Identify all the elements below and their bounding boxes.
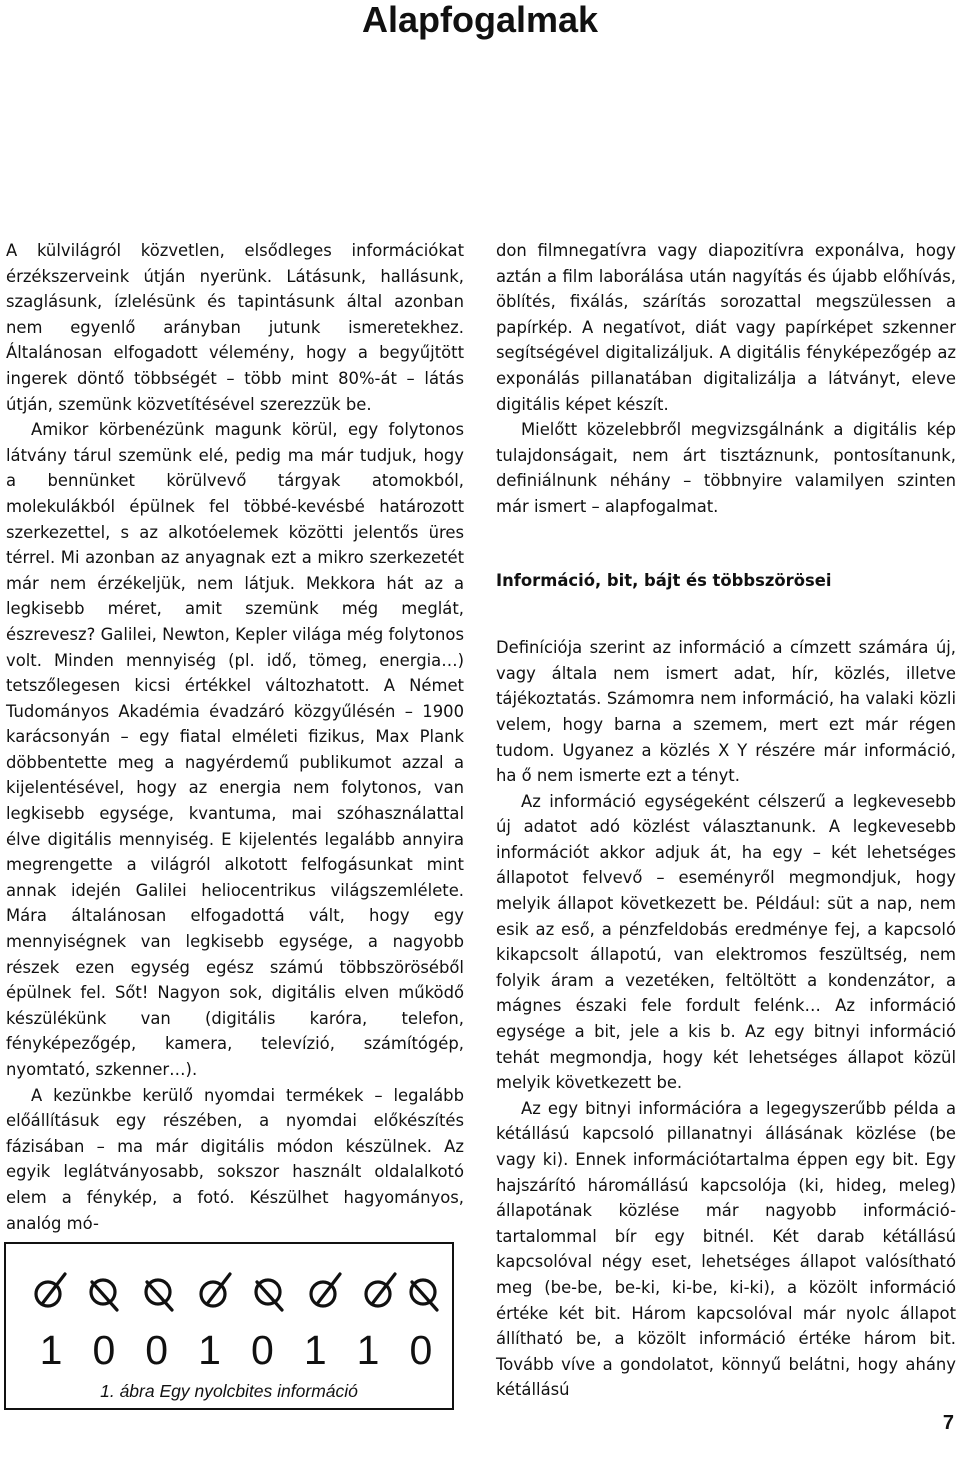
bit-digit: 0 (250, 1327, 274, 1373)
switch-off-icon (91, 1280, 117, 1310)
switch-icons (31, 1270, 441, 1318)
figure-eight-bit (4, 1242, 454, 1410)
switch-off-icon (256, 1280, 282, 1310)
switch-on-icon (36, 1274, 65, 1306)
switch-on-icon (201, 1274, 230, 1306)
bit-digit: 1 (198, 1327, 221, 1373)
section-heading: Információ, bit, bájt és többszörösei (496, 570, 832, 590)
switch-off-icon (411, 1280, 437, 1310)
bit-digit: 0 (92, 1327, 116, 1373)
right-column (496, 238, 956, 1403)
bit-digit: 1 (39, 1327, 63, 1373)
figure-caption: 1. ábra Egy nyolcbites információ (100, 1381, 358, 1401)
bit-digit: 0 (145, 1327, 169, 1373)
paragraph: don filmnegatívra vagy diapozitívra exponálva, hogy aztán a film laborálása után nagyítás és újabb előhívás, öblítés, fixálás, szárítás sorozattal megszülessen a papírkép. A negatívot, diát vagy papírképet szkenner segítségével digitalizáljuk. A digitális fényképezőgép az exponálás pillanatában digitalizálja a látványt, eleve digitális képet készít. (496, 241, 956, 414)
paragraph: Definíciója szerint az információ a címzett számára új, vagy általa nem ismert adat, hír, közlés, illetve tájékoztatás. Számomra nem információ, ha valaki közli velem, hogy barna a szemem, mert ezt már régen tudom. Ugyanez a közlés X Y részére már információ, ha ő nem ismerte ezt a tényt. (496, 638, 956, 786)
switch-on-icon (311, 1274, 340, 1306)
paragraph: A kezünkbe kerülő nyomdai termékek – legalább előállításuk egy részében, a nyomdai előkészítés fázisában – ma már digitális módon készülnek. Az egyik leglátványosabb, sokszor használt oldalalkotó elem a fénykép, a fotó. Készülhet hagyományos, analóg mó- (6, 1085, 464, 1233)
bit-digit: 1 (356, 1327, 380, 1373)
switch-off-icon (146, 1280, 172, 1310)
paragraph: Amikor körbenézünk magunk körül, egy folytonos látvány tárul szemünk elé, pedig ma már tudjuk, hogy a bennünket körülvevő tárgyak atomokból, molekulákból épülnek fel többé-kevésbé határozott szerkezettel, s az alkotóelemek közötti jelentős üres térrel. Mi azonban az anyagnak ezt a mikro szerkezetét már nem érzékeljük, nem látjuk. Mekkora hát az a legkisebb méret, amit szemünk még meglát, észrevesz? Galilei, Newton, Kepler világa még folytonos volt. Minden mennyiség (pl. idő, tömeg, energia…) tetszőlegesen kicsi értékkel változhatott. A Német Tudományos Akadémia évadzáró közgyűlésén – 1900 karácsonyán – egy fiatal elméleti fizikus, Max Plank döbbentette meg a nagyérdemű publikumot azzal a kijelentésével, hogy az energia nem folytonos, van legkisebb egysége, kvantuma, mai szóhasználattal élve digitális mennyiség. E kijelentés legalább annyira megrengette a világról alkotott felfogásunkat mint annak idején Galilei heliocentrikus világszemlélete. Mára általánosan elfogadottá vált, hogy egy mennyiségnek van legkisebb egysége, a nagyobb részek ezen egység egész számú többszöröséből épülnek fel. Sőt! Nagyon sok, digitális elven működő készülékünk van (digitális karóra, telefon, fényképezőgép, kamera, televízió, számítógép, nyomtató, szkenner…). (6, 420, 464, 1079)
left-column (6, 238, 464, 1236)
bit-digit: 1 (303, 1327, 327, 1373)
bit-row (26, 1328, 446, 1372)
bit-digit: 0 (409, 1327, 433, 1373)
paragraph: Az egy bitnyi információra a legegyszerűbb példa a kétállású kapcsoló pillanatnyi állásának közlése (be vagy ki). Ennek információtartalma éppen egy bit. Egy hajszárító háromállású kapcsolója (ki, hideg, meleg) állapotának közlése már nagyobb információ-tartalommal bír egy bitnél. Két darab kétállású kapcsolóval négy eset, lehetséges állapot valósítható meg (be-be, be-ki, ki-be, ki-ki), a közölt információ értéke két bit. Három kapcsolóval már nyolc állapot állítható be, a közölt információ értéke három bit. Tovább víve a gondolatot, könnyű belátni, hogy ahány kétállású (496, 1098, 956, 1400)
paragraph: Az információ egységeként célszerű a legkevesebb új adatot adó közlést választanunk. A legkevesebb információt akkor adjuk át, ha egy – két lehetséges állapotot felvevő – eseményről megmondjuk, hogy melyik állapot következett be. Például: süt a nap, nem esik az eső, a pénzfeldobás eredménye fej, a kapcsoló kikapcsolt állapotú, van elektromos feszültség, nem folyik áram a vezetéken, feltöltött a kondenzátor, a mágnes északi fele fordult felénk… Az információ egysége a bit, jele a kis b. Az egy bitnyi információ tehát megmondja, hogy két lehetséges állapot közül melyik következett be. (496, 791, 956, 1093)
paragraph: A külvilágról közvetlen, elsődleges információkat érzékszerveink útján nyerünk. Látásunk, hallásunk, szaglásunk, ízlelésünk és tapintásunk által azonban nem egyenlő arányban jutunk ismeretekhez. Általánosan elfogadott vélemény, hogy a begyűjtött ingerek döntő többségét – több mint 80%-át – látás útján, szemünk közvetítésével szerezzük be. (6, 241, 464, 414)
page-title: Alapfogalmak (361, 0, 599, 40)
switch-on-icon (366, 1274, 395, 1306)
paragraph: Mielőtt közelebbről megvizsgálnánk a digitális kép tulajdonságait, nem árt tisztáznunk, pontosítanunk, definiálnunk néhány – többnyire valamilyen szinten már ismert – alapfogalmat. (496, 420, 956, 516)
page-number: 7 (942, 1412, 954, 1434)
